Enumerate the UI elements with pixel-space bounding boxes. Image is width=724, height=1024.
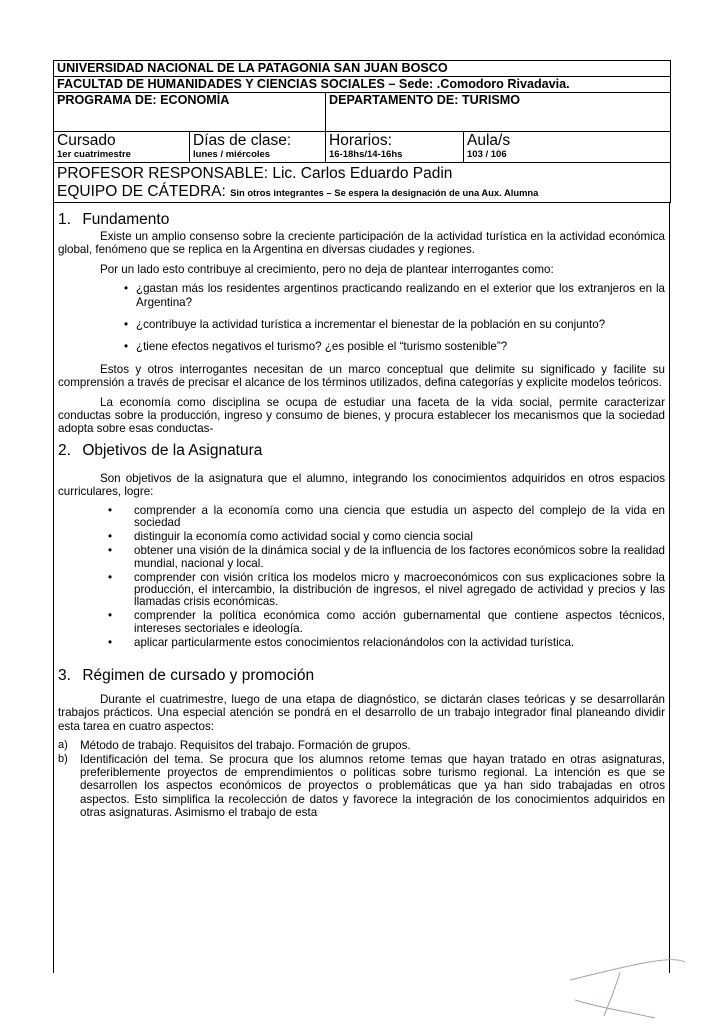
dias-value: lunes / miércoles (193, 149, 271, 160)
list-item: • ¿contribuye la actividad turística a incrementar el bienestar de la población en su conjunto? (124, 318, 606, 332)
equipo-value: Sin otros integrantes – Se espera la designación de una Aux. Alumna (230, 187, 539, 198)
signature-mark (560, 950, 690, 1020)
equipo-label: EQUIPO DE CÁTEDRA: (57, 183, 226, 200)
list-item: • ¿gastan más los residentes argentinos practicando realizando en el exterior que los extranjeros en la Argentina? (124, 282, 665, 309)
dias-label: Días de clase: (193, 132, 292, 149)
program-label: PROGRAMA DE: ECONOMÍA (57, 93, 230, 107)
list-item: • aplicar particularmente estos conocimientos relacionándolos con la actividad turística. (108, 635, 575, 649)
list-item: • distinguir la economía como actividad social y como ciencia social (108, 530, 473, 544)
equipo-catedra (57, 183, 667, 202)
bullet-icon: • (124, 318, 129, 332)
bullet-icon: • (108, 570, 113, 584)
paragraph: Son objetivos de la asignatura que el alumno, integrando los conocimientos adquiridos en otros espacios curriculares, logre: (58, 471, 665, 499)
paragraph: Por un lado esto contribuye al crecimiento, pero no deja de plantear interrogantes como: (100, 262, 554, 276)
bullet-icon: • (108, 609, 113, 623)
section-2-heading: 2. Objetivos de la Asignatura (58, 441, 263, 459)
objectives-list (58, 505, 665, 649)
cursado-label: Cursado (57, 132, 116, 149)
horarios-value: 16-18hs/14-16hs (329, 149, 403, 160)
department-label: DEPARTAMENTO DE: TURISMO (329, 93, 521, 107)
question-list (58, 282, 665, 354)
paragraph: Existe un amplio consenso sobre la creciente participación de la actividad turística en la actividad económica global, fenómeno que se replica en la Argentina en diversas ciudades y regiones. (58, 230, 665, 257)
bullet-icon: • (124, 340, 129, 354)
bullet-icon: • (124, 282, 129, 296)
paragraph: La economía como disciplina se ocupa de estudiar una faceta de la vida social, permite caracterizar conductas sobre la producción, ingreso y consumo de bienes, y procura establecer los mecanismos que la sociedad adopta sobre esas conductas- (58, 395, 665, 436)
bullet-icon: • (108, 544, 113, 558)
university-name: UNIVERSIDAD NACIONAL DE LA PATAGONIA SAN JUAN BOSCO (57, 61, 448, 75)
list-item: • comprender con visión crítica los modelos micro y macroeconómicos con sus explicaciones sobre la producción, el intercambio, la distribución de ingresos, el nivel agregado de actividad y precios y las llamadas crisis económicas. (108, 570, 665, 609)
bullet-icon: • (108, 503, 113, 517)
list-item: • comprender la política económica como acción gubernamental que contiene aspectos técnicos, intereses sectoriales e ideología. (108, 609, 665, 635)
list-item: a) Método de trabajo. Requisitos del trabajo. Formación de grupos. (58, 739, 411, 753)
list-item: • comprender a la economía como una ciencia que estudia un aspecto del complejo de la vida en sociedad (108, 503, 665, 529)
horarios-label: Horarios: (329, 132, 392, 149)
paragraph: Durante el cuatrimestre, luego de una etapa de diagnóstico, se dictarán clases teóricas y se desarrollarán trabajos prácticos. Una especial atención se pondrá en el desarrollo de un trabajo integrador final planeando dividir esta tarea en cuatro aspectos: (58, 692, 665, 733)
document-page (53, 60, 670, 973)
aulas-label: Aula/s (467, 132, 511, 149)
list-item: b) Identificación del tema. Se procura que los alumnos retome temas que hayan tratado en otras asignaturas, preferiblemente proyectos de emprendimientos o políticas sobre turismo regional. La intención es que se desarrollen los aspectos económicos de proyectos o problemáticas que ya han sido trabajadas en otros aspectos. Esto simplifica la recolección de datos y favorece la integración de los conocimientos adquiridos en otras asignaturas. Asimismo el trabajo de esta (58, 752, 665, 820)
header-table (53, 60, 671, 203)
aspects-list (58, 739, 665, 819)
aulas-value: 103 / 106 (467, 149, 507, 160)
bullet-icon: • (108, 530, 113, 544)
list-item: • ¿tiene efectos negativos el turismo? ¿es posible el “turismo sostenible”? (124, 340, 508, 354)
section-3-heading: 3. Régimen de cursado y promoción (58, 666, 315, 684)
document-body (53, 203, 670, 973)
faculty-name: FACULTAD DE HUMANIDADES Y CIENCIAS SOCIALES – Sede: .Comodoro Rivadavia. (57, 77, 570, 91)
list-item: • obtener una visión de la dinámica social y de la influencia de los factores económicos sobre la realidad mundial, nacional y local. (108, 544, 665, 570)
cursado-value: 1er cuatrimestre (57, 149, 131, 160)
paragraph: Estos y otros interrogantes necesitan de un marco conceptual que delimite su significado y facilite su comprensión a través de precisar el alcance de los términos utilizados, defina categorías y explicite modelos teóricos. (58, 362, 665, 390)
profesor-responsable: PROFESOR RESPONSABLE: Lic. Carlos Eduardo Padin (57, 165, 453, 182)
bullet-icon: • (108, 635, 113, 649)
section-1-heading: 1. Fundamento (58, 211, 170, 228)
